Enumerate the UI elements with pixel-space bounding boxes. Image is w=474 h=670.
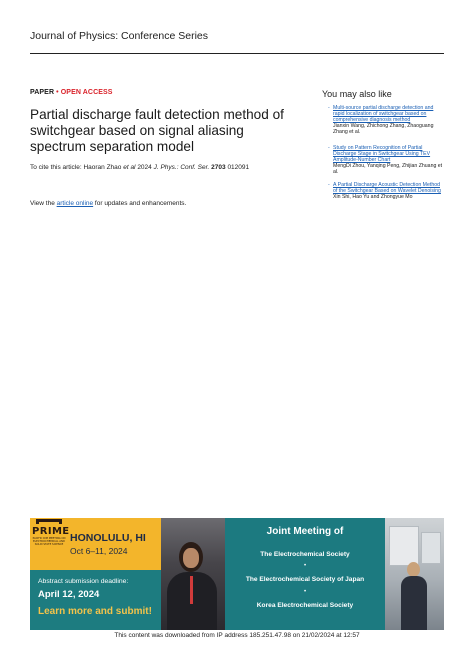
cite-journal: J. Phys.: Conf. Ser. [153, 164, 210, 171]
article-online-link[interactable]: article online [56, 200, 94, 207]
journal-name: Journal of Physics: Conference Series [30, 30, 209, 42]
related-item [328, 145, 443, 176]
cite-prefix: To cite this article: Haoran Zhao [30, 164, 124, 171]
view-prefix: View the [30, 200, 57, 207]
related-item [328, 105, 443, 136]
cite-etal: et al [123, 164, 136, 171]
learn-more-link[interactable]: Learn more and submit! [38, 606, 152, 617]
view-online-line [30, 200, 300, 208]
society-name: Korea Electrochemical Society [256, 602, 354, 609]
related-item [328, 182, 443, 201]
view-suffix: for updates and enhancements. [93, 200, 187, 207]
bullet-separator: • [303, 589, 307, 595]
abstract-deadline-label: Abstract submission deadline: [38, 578, 129, 585]
related-authors: MengDi Zhou, Yanqing Peng, Zhijian Zhuang et al. [333, 163, 443, 176]
related-dash: - [328, 145, 330, 151]
open-access-badge: OPEN ACCESS [60, 89, 113, 96]
attendee-photo [161, 518, 225, 630]
related-dash: - [328, 182, 330, 188]
related-heading: You may also like [322, 89, 392, 99]
prime-header [30, 518, 161, 570]
download-footer: This content was downloaded from IP address 185.251.47.98 on 21/02/2024 at 12:57 [114, 632, 360, 639]
paper-label-row [30, 89, 113, 96]
meeting-dates: Oct 6–11, 2024 [70, 546, 128, 556]
cite-volume: 2703 [211, 164, 226, 171]
prime-logo-mark-icon [36, 519, 62, 524]
poster-session-photo [385, 518, 444, 630]
related-authors: Jianxin Wang, Zhichong Zhang, Zhaoguang Zhang et al. [333, 123, 434, 136]
related-link[interactable]: Multi-source partial discharge detection and rapid localization of switchgear based on comprehensive diagnosis method [333, 105, 434, 124]
header-divider [30, 53, 444, 54]
prime-logo-subtitle: PACIFIC RIM MEETING ON ELECTROCHEMICAL AND SOLID STATE SCIENCE [32, 537, 66, 546]
related-authors: Xin Shi, Hao Yu and Zhongyue Mo [333, 194, 413, 201]
prime-logo [32, 522, 70, 552]
society-name: The Electrochemical Society of Japan [245, 576, 365, 583]
prime-logo-text: PRIME [32, 526, 70, 537]
article-title: Partial discharge fault detection method of switchgear based on signal aliasing spectrum separation model [30, 107, 284, 154]
related-dash: - [328, 105, 330, 111]
bullet-separator: • [303, 563, 307, 569]
meeting-city: HONOLULU, HI [70, 532, 146, 544]
citation [30, 164, 300, 172]
conference-ad-banner[interactable] [30, 518, 444, 630]
society-name: The Electrochemical Society [260, 551, 350, 558]
label-separator: • [54, 89, 61, 96]
joint-meeting-panel [225, 518, 385, 630]
related-link[interactable]: A Partial Discharge Acoustic Detection Method of the Switchgear Based on Wavelet Denoising [333, 182, 441, 195]
related-link[interactable]: Study on Pattern Recognition of Partial Discharge Stage in Switchgear Using TEV Amplitude-Number Chart [333, 145, 431, 164]
cite-number: 012091 [225, 164, 250, 171]
ad-left-panel [30, 518, 161, 630]
joint-meeting-title: Joint Meeting of [266, 526, 344, 537]
paper-label: PAPER [30, 89, 55, 96]
cite-year: 2024 [135, 164, 154, 171]
abstract-deadline-date: April 12, 2024 [38, 589, 100, 600]
